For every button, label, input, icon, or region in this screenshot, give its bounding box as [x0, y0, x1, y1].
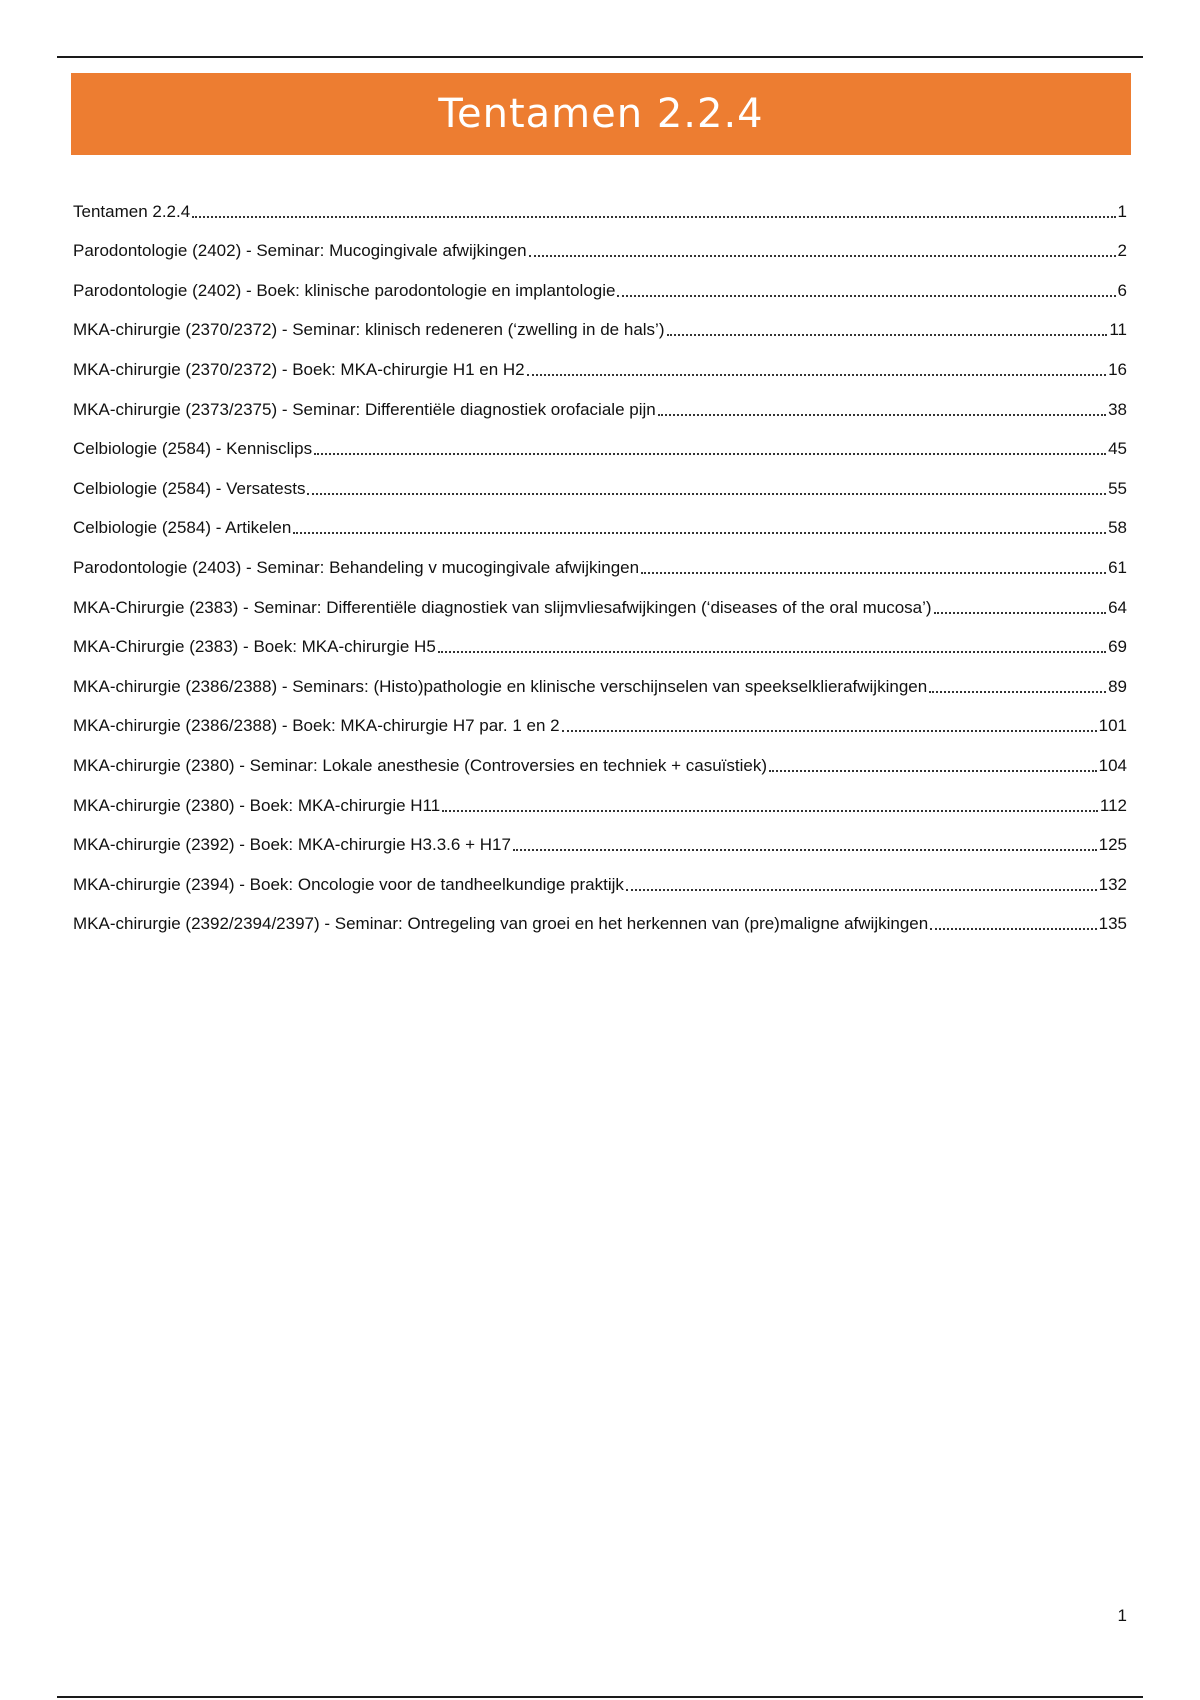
toc-entry[interactable] [73, 896, 1127, 936]
bottom-rule [57, 1696, 1143, 1698]
toc-entry[interactable] [73, 579, 1127, 619]
toc-entry[interactable] [73, 539, 1127, 579]
toc-leader-dots [293, 532, 1106, 534]
toc-entry-page: 132 [1098, 874, 1127, 894]
toc-leader-dots [529, 255, 1116, 257]
toc-leader-dots [192, 216, 1115, 218]
toc-entry[interactable] [73, 381, 1127, 421]
toc-entry[interactable] [73, 223, 1127, 263]
toc-leader-dots [562, 730, 1097, 732]
toc-entry-page: 135 [1098, 914, 1127, 934]
toc-entry[interactable] [73, 777, 1127, 817]
toc-leader-dots [658, 414, 1106, 416]
toc-entry-page: 11 [1109, 320, 1127, 340]
toc-leader-dots [527, 374, 1106, 376]
toc-entry-title: MKA-chirurgie (2392) - Boek: MKA-chirurgie H3.3.6 + H17 [73, 835, 511, 855]
toc-entry[interactable] [73, 698, 1127, 738]
toc-leader-dots [929, 691, 1106, 693]
toc-leader-dots [513, 849, 1097, 851]
toc-entry[interactable] [73, 619, 1127, 659]
toc-entry[interactable] [73, 658, 1127, 698]
toc-entry-title: Tentamen 2.2.4 [73, 201, 191, 221]
toc-entry-title: MKA-chirurgie (2380) - Seminar: Lokale anesthesie (Controversies en techniek + casuïstiek) [73, 755, 768, 775]
table-of-contents [73, 183, 1127, 935]
toc-leader-dots [307, 493, 1106, 495]
top-rule [57, 56, 1143, 58]
toc-entry-title: MKA-Chirurgie (2383) - Seminar: Differentiële diagnostiek van slijmvliesafwijkingen (‘diseases of the oral mucosa’) [73, 597, 932, 617]
toc-entry[interactable] [73, 421, 1127, 461]
toc-entry-page: 16 [1108, 359, 1127, 379]
toc-leader-dots [626, 889, 1097, 891]
toc-entry-page: 125 [1098, 835, 1127, 855]
toc-entry[interactable] [73, 341, 1127, 381]
toc-entry-page: 89 [1108, 676, 1127, 696]
toc-entry-page: 45 [1108, 439, 1127, 459]
toc-entry-page: 55 [1108, 478, 1127, 498]
toc-entry-title: Parodontologie (2402) - Boek: klinische parodontologie en implantologie [73, 280, 616, 300]
toc-entry-page: 2 [1117, 241, 1127, 261]
toc-leader-dots [769, 770, 1097, 772]
toc-entry[interactable] [73, 262, 1127, 302]
page-number: 1 [1117, 1606, 1127, 1625]
toc-entry-page: 58 [1108, 518, 1127, 538]
toc-entry[interactable] [73, 856, 1127, 896]
toc-entry-title: MKA-chirurgie (2380) - Boek: MKA-chirurgie H11 [73, 795, 441, 815]
title-banner [71, 73, 1131, 155]
toc-entry-title: MKA-chirurgie (2386/2388) - Seminars: (Histo)pathologie en klinische verschijnselen van speekselklierafwijkingen [73, 676, 928, 696]
toc-leader-dots [641, 572, 1106, 574]
toc-entry[interactable] [73, 500, 1127, 540]
toc-entry-title: Parodontologie (2402) - Seminar: Mucogingivale afwijkingen [73, 241, 527, 261]
toc-entry-page: 104 [1098, 755, 1127, 775]
toc-entry-title: Celbiologie (2584) - Versatests [73, 478, 306, 498]
toc-entry-page: 38 [1108, 399, 1127, 419]
toc-entry-page: 112 [1099, 795, 1127, 815]
toc-leader-dots [438, 651, 1106, 653]
toc-entry[interactable] [73, 183, 1127, 223]
toc-entry-title: MKA-Chirurgie (2383) - Boek: MKA-chirurgie H5 [73, 637, 436, 657]
toc-leader-dots [934, 612, 1107, 614]
toc-leader-dots [617, 295, 1115, 297]
document-title: Tentamen 2.2.4 [438, 91, 764, 137]
toc-entry-title: Celbiologie (2584) - Artikelen [73, 518, 292, 538]
toc-leader-dots [442, 810, 1098, 812]
toc-entry-title: MKA-chirurgie (2394) - Boek: Oncologie voor de tandheelkundige praktijk [73, 874, 624, 894]
toc-entry-title: MKA-chirurgie (2373/2375) - Seminar: Differentiële diagnostiek orofaciale pijn [73, 399, 656, 419]
toc-leader-dots [314, 453, 1106, 455]
toc-entry-title: Parodontologie (2403) - Seminar: Behandeling v mucogingivale afwijkingen [73, 557, 640, 577]
toc-entry-page: 69 [1108, 637, 1127, 657]
toc-entry[interactable] [73, 302, 1127, 342]
toc-entry-title: MKA-chirurgie (2392/2394/2397) - Seminar: Ontregeling van groei en het herkennen van (pre)maligne afwijkingen [73, 914, 929, 934]
toc-leader-dots [667, 334, 1108, 336]
toc-entry-title: MKA-chirurgie (2386/2388) - Boek: MKA-chirurgie H7 par. 1 en 2 [73, 716, 560, 736]
toc-entry-page: 64 [1108, 597, 1127, 617]
toc-entry-title: MKA-chirurgie (2370/2372) - Seminar: klinisch redeneren (‘zwelling in de hals’) [73, 320, 665, 340]
toc-entry-page: 101 [1098, 716, 1127, 736]
toc-leader-dots [930, 928, 1096, 930]
toc-entry[interactable] [73, 737, 1127, 777]
toc-entry-title: Celbiologie (2584) - Kennisclips [73, 439, 313, 459]
toc-entry[interactable] [73, 460, 1127, 500]
toc-entry[interactable] [73, 817, 1127, 857]
toc-entry-page: 6 [1117, 280, 1127, 300]
toc-entry-page: 61 [1108, 557, 1127, 577]
toc-entry-title: MKA-chirurgie (2370/2372) - Boek: MKA-chirurgie H1 en H2 [73, 359, 525, 379]
toc-entry-page: 1 [1117, 201, 1127, 221]
